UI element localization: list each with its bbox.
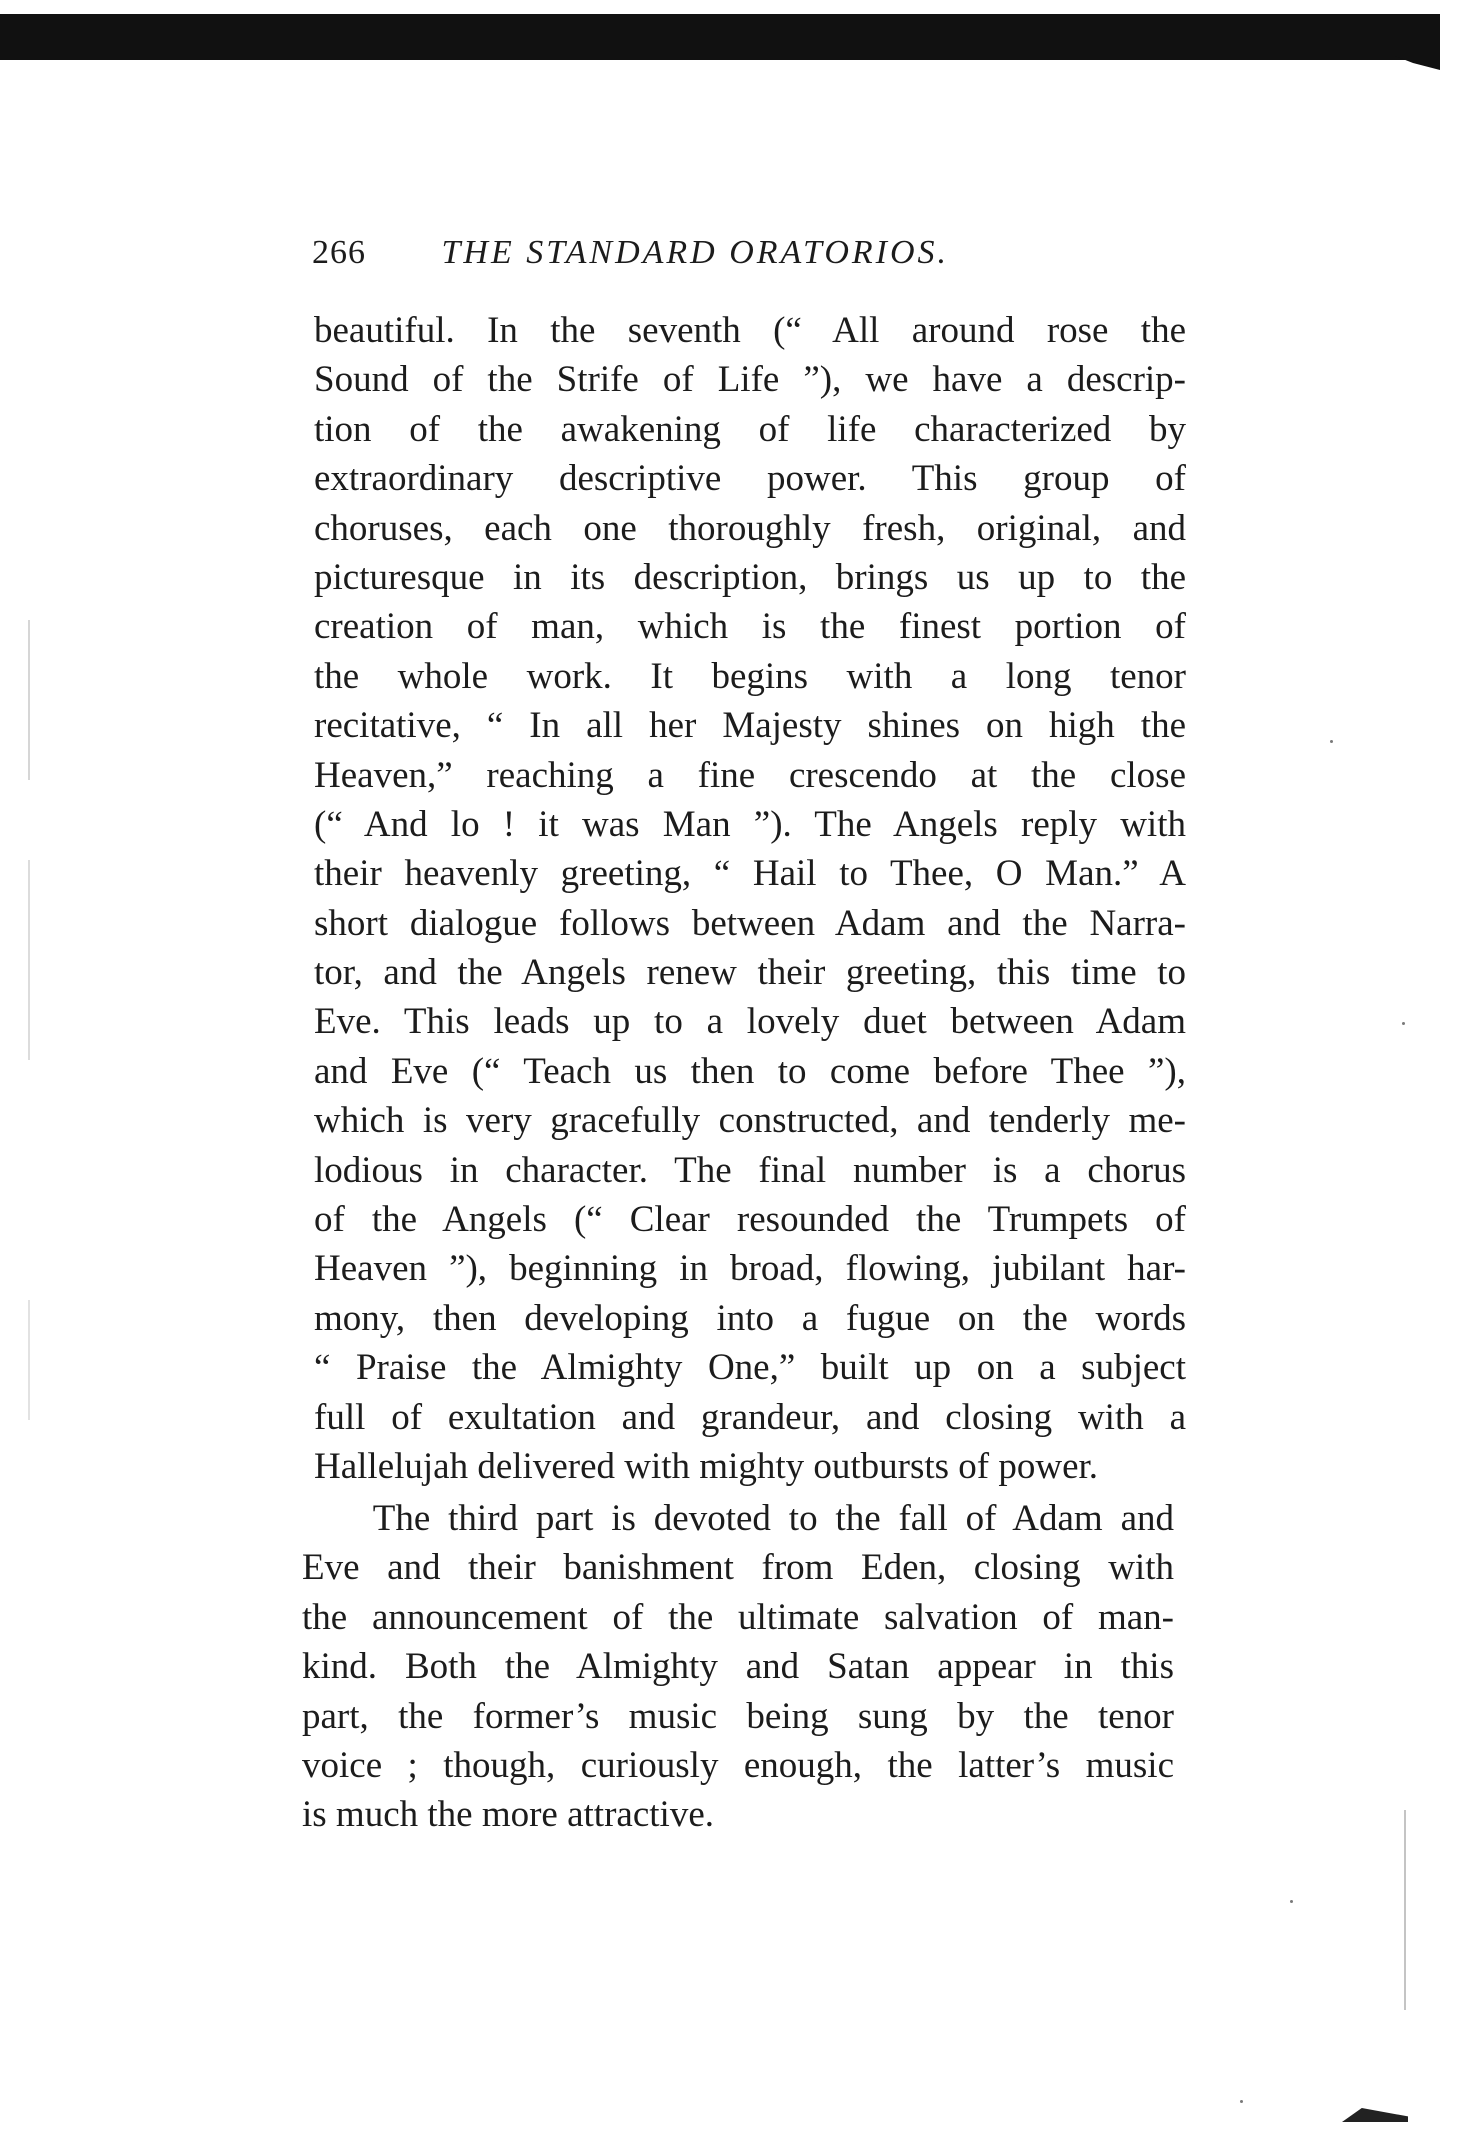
text-line: of the Angels (“ Clear resounded the Trumpets of bbox=[314, 1199, 1186, 1241]
text-line: and Eve (“ Teach us then to come before Thee ”), bbox=[314, 1050, 1186, 1092]
text-line: full of exultation and grandeur, and closing with a bbox=[314, 1396, 1186, 1438]
left-margin-mark bbox=[28, 1300, 30, 1420]
text-line: tor, and the Angels renew their greeting, this time to bbox=[314, 952, 1186, 994]
text-line: “ Praise the Almighty One,” built up on a subject bbox=[314, 1347, 1186, 1389]
scan-speck bbox=[1330, 740, 1333, 743]
scan-speck bbox=[1402, 1022, 1405, 1025]
text-line: kind. Both the Almighty and Satan appear in this bbox=[302, 1646, 1174, 1688]
running-title: THE STANDARD ORATORIOS. bbox=[441, 234, 950, 271]
page-number: 266 bbox=[312, 234, 366, 271]
text-line: short dialogue follows between Adam and the Narra- bbox=[314, 902, 1186, 944]
text-line: Eve. This leads up to a lovely duet between Adam bbox=[314, 1001, 1186, 1043]
scan-top-border-tail bbox=[1395, 56, 1440, 70]
left-margin-mark bbox=[28, 860, 30, 1060]
text-line: part, the former’s music being sung by the tenor bbox=[302, 1695, 1174, 1737]
text-line: The third part is devoted to the fall of Adam and bbox=[302, 1498, 1174, 1539]
text-line: choruses, each one thoroughly fresh, original, and bbox=[314, 507, 1186, 549]
scan-top-border bbox=[0, 14, 1440, 60]
scan-speck bbox=[1240, 2100, 1243, 2103]
paragraph-2 bbox=[302, 1494, 1174, 1840]
text-line: Sound of the Strife of Life ”), we have a descrip- bbox=[314, 359, 1186, 401]
left-margin-mark bbox=[28, 620, 30, 780]
scan-speck bbox=[1290, 1900, 1293, 1903]
page-header bbox=[312, 228, 1172, 278]
text-line: Eve and their banishment from Eden, closing with bbox=[302, 1547, 1174, 1589]
text-line: recitative, “ In all her Majesty shines on high the bbox=[314, 705, 1186, 747]
text-line: (“ And lo ! it was Man ”). The Angels reply with bbox=[314, 803, 1186, 845]
text-line: voice ; though, curiously enough, the latter’s music bbox=[302, 1744, 1174, 1786]
text-line: lodious in character. The final number is a chorus bbox=[314, 1149, 1186, 1191]
text-line: picturesque in its description, brings us up to the bbox=[314, 556, 1186, 598]
right-margin-mark bbox=[1404, 1810, 1406, 2010]
text-line: Hallelujah delivered with mighty outbursts of power. bbox=[314, 1445, 1099, 1487]
text-line: mony, then developing into a fugue on the words bbox=[314, 1297, 1186, 1339]
text-line: the whole work. It begins with a long tenor bbox=[314, 655, 1186, 697]
text-line: is much the more attractive. bbox=[302, 1794, 714, 1836]
text-line: tion of the awakening of life characterized by bbox=[314, 408, 1186, 450]
corner-smudge bbox=[1342, 2108, 1408, 2122]
text-line: extraordinary descriptive power. This group of bbox=[314, 458, 1186, 500]
text-line: creation of man, which is the finest portion of bbox=[314, 606, 1186, 648]
text-line: which is very gracefully constructed, and tenderly me- bbox=[314, 1100, 1186, 1142]
text-line: Heaven,” reaching a fine crescendo at the close bbox=[314, 754, 1186, 796]
text-line: the announcement of the ultimate salvation of man- bbox=[302, 1596, 1174, 1638]
text-line: beautiful. In the seventh (“ All around rose the bbox=[314, 310, 1186, 351]
text-line: Heaven ”), beginning in broad, flowing, jubilant har- bbox=[314, 1248, 1186, 1290]
text-line: their heavenly greeting, “ Hail to Thee, O Man.” A bbox=[314, 853, 1186, 895]
paragraph-1 bbox=[314, 306, 1186, 1491]
